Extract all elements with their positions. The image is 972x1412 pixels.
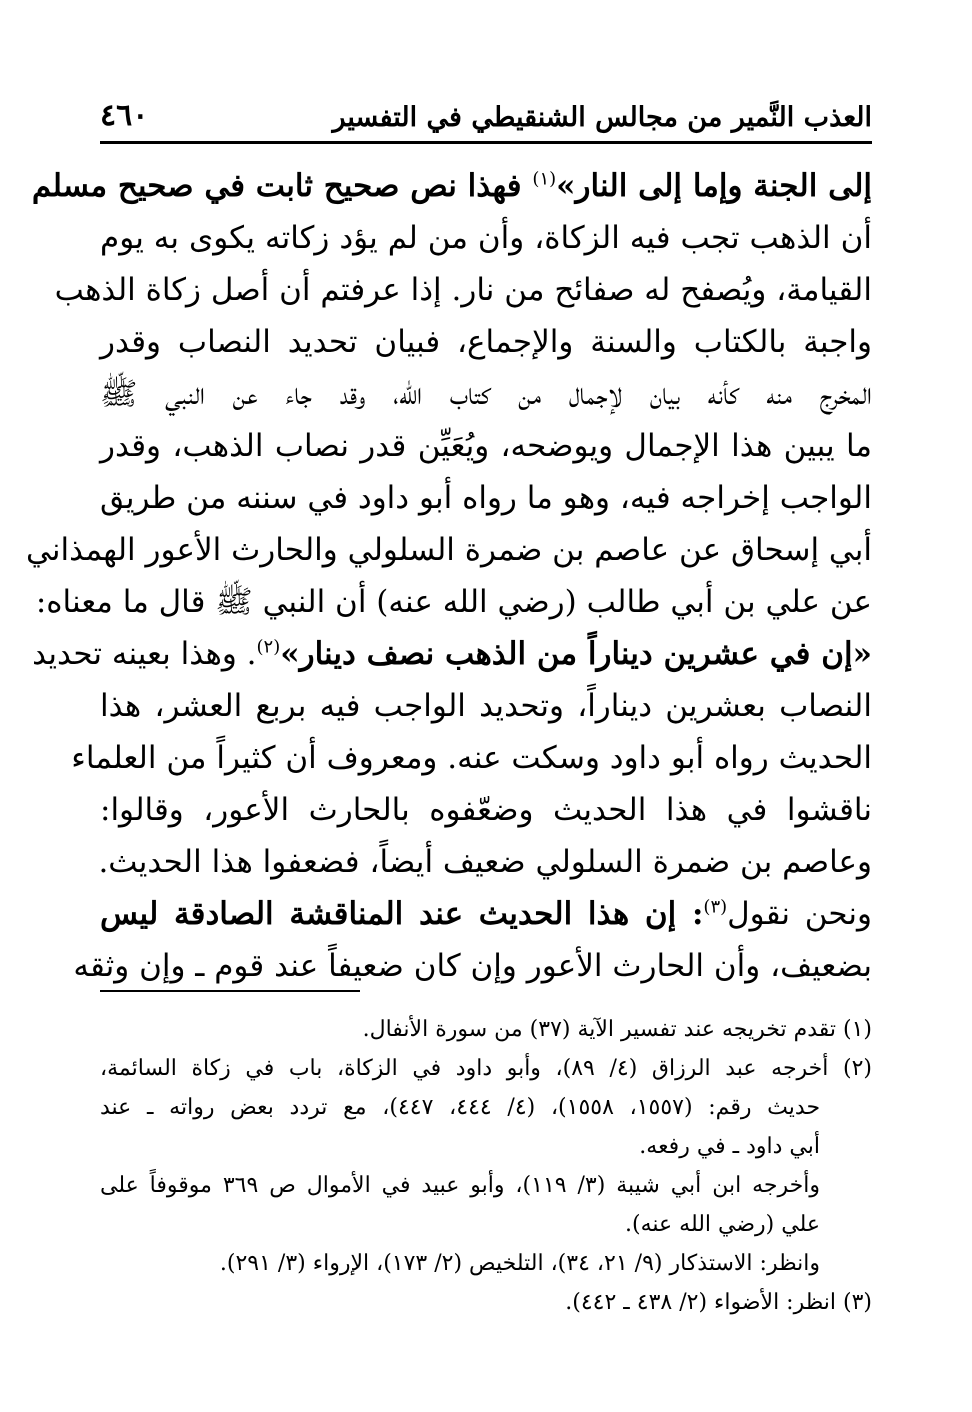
text-line: الواجب إخراجه فيه، وهو ما رواه أبو داود في سننه من طريق [100, 480, 872, 516]
text-line: القيامة، ويُصفح له صفائح من نار. إذا عرفتم أن أصل زكاة الذهب [54, 272, 872, 308]
main-text [26, 160, 872, 992]
footnote-2-cont: وأخرجه ابن أبي شيبة (٣/ ١١٩)، وأبو عبيد في الأموال ص ٣٦٩ موقوفاً على [100, 1173, 820, 1198]
text-line: أن الذهب تجب فيه الزكاة، وأن من لم يؤد زكاته يكوى به يوم [100, 220, 872, 256]
footnote-ref-1[interactable]: (١) [532, 168, 557, 190]
quote-text: إلى الجنة وإما إلى النار» [556, 168, 872, 204]
footnote-2-cont: علي (رضي الله عنه). [625, 1212, 820, 1237]
text-line: المخرج منه كأنه بيان لإجمال من كتاب الله، وقد جاء عن النبي ﷺ [100, 376, 872, 412]
text-segment: فهذا نص صحيح ثابت في صحيح مسلم [31, 168, 533, 204]
book-title: العذب النَّمير من مجالس الشنقيطي في التفسير [332, 102, 872, 133]
text-segment: : إن هذا الحديث عند المناقشة الصادقة ليس [100, 896, 704, 932]
footnote-1: (١) تقدم تخريجه عند تفسير الآية (٣٧) من سورة الأنفال. [362, 1017, 872, 1042]
text-line: الحديث رواه أبو داود وسكت عنه. ومعروف أن كثيراً من العلماء [71, 740, 872, 776]
footnote-ref-3[interactable]: (٣) [703, 896, 728, 918]
text-line: عن علي بن أبي طالب (رضي الله عنه) أن النبي ﷺ قال ما معناه: [35, 584, 872, 620]
text-line [32, 628, 872, 680]
footnote-2-cont: أبي داود ـ في رفعه. [639, 1134, 820, 1159]
footnote-2-cont: حديث رقم: (١٥٥٧، ١٥٥٨)، (٤/ ٤٤٤، ٤٤٧)، مع تردد بعض رواته ـ عند [100, 1095, 821, 1120]
footnote-2-cont: وانظر: الاستذكار (٩/ ٢١، ٣٤)، التلخيص (٢/ ١٧٣)، الإرواء (٣/ ٢٩١). [219, 1251, 820, 1276]
footnotes [100, 1010, 872, 1322]
text-line: وعاصم بن ضمرة السلولي ضعيف أيضاً، فضعفوا هذا الحديث. [98, 844, 872, 880]
footnote-ref-2[interactable]: (٢) [256, 636, 281, 658]
text-segment: ونحن نقول [727, 896, 872, 932]
footnote-2: (٢) أخرجه عبد الرزاق (٤/ ٨٩)، وأبو داود في الزكاة، باب في زكاة السائمة، [100, 1056, 872, 1081]
text-line: النصاب بعشرين ديناراً، وتحديد الواجب فيه بربع العشر، هذا [100, 688, 872, 724]
text-line: ناقشوا في هذا الحديث وضعّفوه بالحارث الأعور، وقالوا: [100, 792, 872, 828]
footnote-3: (٣) انظر: الأضواء (٢/ ٤٣٨ ـ ٤٤٢). [565, 1290, 872, 1315]
running-header [100, 92, 872, 144]
text-line [100, 888, 872, 940]
text-line: أبي إسحاق عن عاصم بن ضمرة السلولي والحارث الأعور الهمذاني [26, 532, 872, 568]
text-segment: . وهذا بعينه تحديد [32, 636, 257, 672]
text-line: بضعيف، وأن الحارث الأعور وإن كان ضعيفاً عند قوم ـ وإن وثقه [73, 948, 872, 984]
text-line: ما يبين هذا الإجمال ويوضحه، ويُعَيِّن قدر نصاب الذهب، وقدر [100, 428, 872, 464]
hadith-quote: «إن في عشرين ديناراً من الذهب نصف دينار» [280, 636, 872, 672]
text-line: واجبة بالكتاب والسنة والإجماع، فبيان تحديد النصاب وقدر [100, 324, 872, 360]
page-number: ٤٦٠ [100, 98, 149, 133]
text-line [31, 160, 872, 212]
footnote-separator [100, 990, 360, 992]
